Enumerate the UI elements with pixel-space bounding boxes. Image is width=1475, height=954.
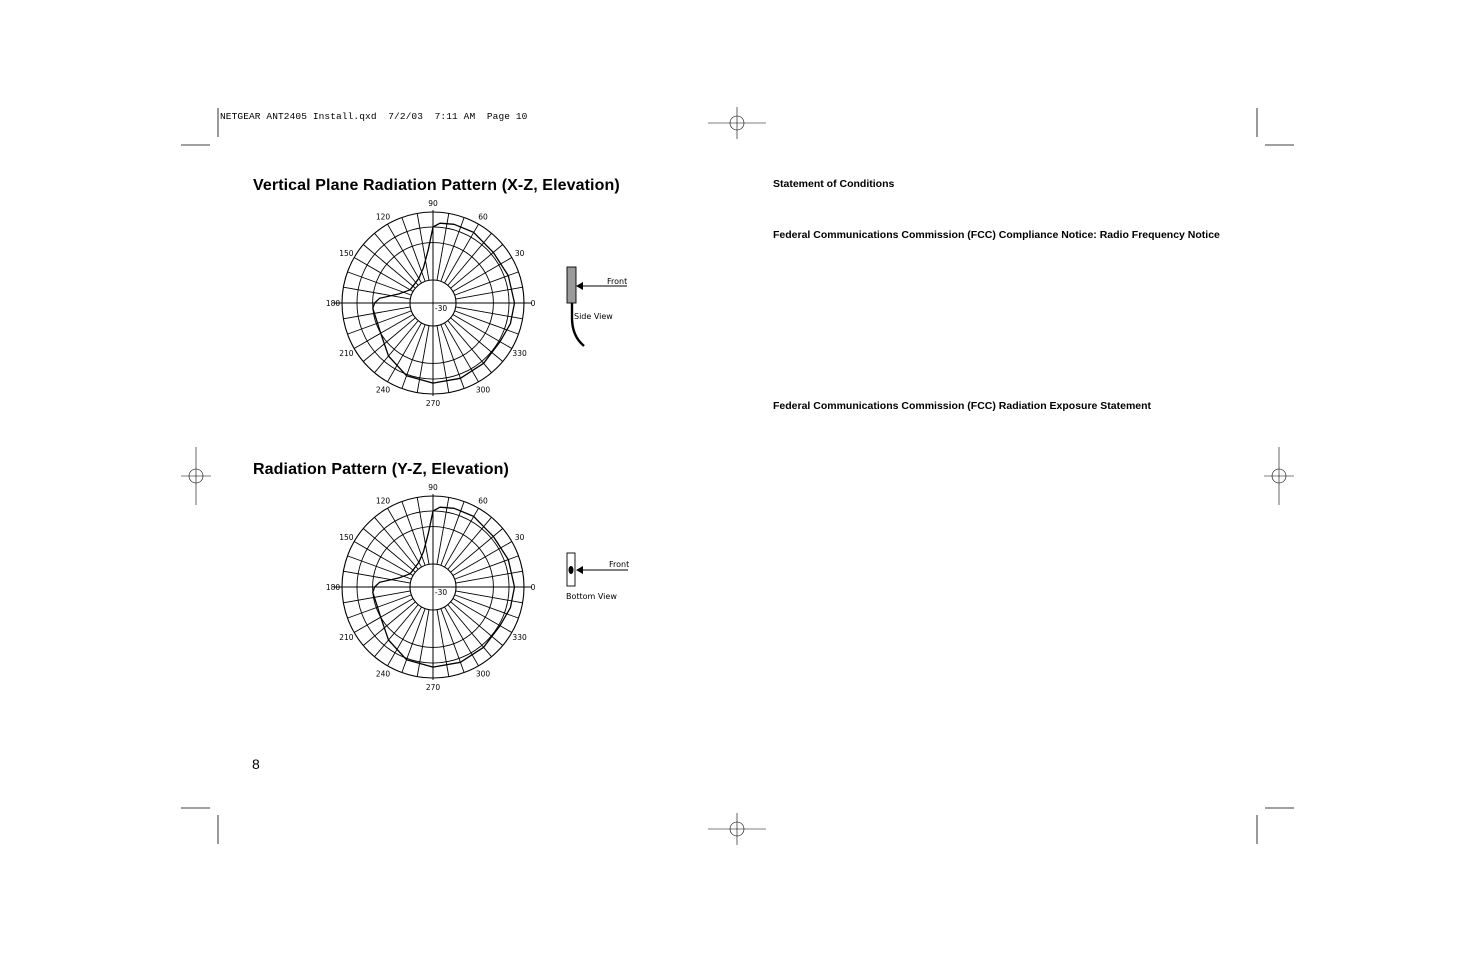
radial-spoke xyxy=(417,497,429,564)
radial-spoke xyxy=(453,315,512,349)
antenna-body xyxy=(567,267,576,303)
radial-spoke xyxy=(354,542,413,576)
front-label: Front xyxy=(607,277,628,286)
angle-label: 210 xyxy=(339,349,354,358)
radial-label: -30 xyxy=(434,588,448,597)
chart2-title: Radiation Pattern (Y-Z, Elevation) xyxy=(253,461,509,478)
view-label: Bottom View xyxy=(566,592,617,601)
front-arrow-head xyxy=(576,566,583,574)
angle-label: 210 xyxy=(339,633,354,642)
page-number: 8 xyxy=(252,756,260,772)
angle-label: 330 xyxy=(512,349,527,358)
chart1-title: Vertical Plane Radiation Pattern (X-Z, Elevation) xyxy=(253,177,620,194)
print-slug: NETGEAR ANT2405 Install.qxd 7/2/03 7:11 AM Page 10 xyxy=(220,111,528,122)
angle-label: 90 xyxy=(428,199,438,208)
heading-fcc-radiation-exposure: Federal Communications Commission (FCC) Radiation Exposure Statement xyxy=(773,400,1152,412)
angle-label: 30 xyxy=(514,533,525,542)
angle-label: 270 xyxy=(425,399,441,408)
radial-spoke xyxy=(343,591,410,603)
angle-label: 120 xyxy=(375,212,391,222)
polar-grid xyxy=(334,210,532,396)
heading-fcc-compliance-notice: Federal Communications Commission (FCC) Compliance Notice: Radio Frequency Notice xyxy=(773,229,1220,241)
angle-label: 60 xyxy=(478,496,488,506)
angle-label: 180 xyxy=(325,299,341,308)
angle-label: 150 xyxy=(339,533,354,542)
antenna-connector xyxy=(569,566,574,574)
radial-spoke xyxy=(417,326,429,393)
radial-spoke xyxy=(388,508,422,567)
radial-spoke xyxy=(453,258,512,292)
angle-label: 0 xyxy=(530,299,536,308)
angle-label: 150 xyxy=(339,249,354,258)
angle-label: 300 xyxy=(475,669,491,679)
angle-label: 330 xyxy=(512,633,527,642)
radial-spoke xyxy=(453,542,512,576)
angle-label: 120 xyxy=(375,496,391,506)
front-label: Front xyxy=(609,560,630,569)
radial-spoke xyxy=(354,258,413,292)
radial-spoke xyxy=(417,213,429,280)
radial-spoke xyxy=(445,224,479,283)
angle-label: 180 xyxy=(325,583,341,592)
heading-statement-of-conditions: Statement of Conditions xyxy=(773,178,895,190)
angle-label: 60 xyxy=(478,212,488,222)
polar-chart-yz xyxy=(320,484,640,694)
radial-spoke xyxy=(343,307,410,319)
radial-spoke xyxy=(445,508,479,567)
angle-label: 300 xyxy=(475,385,491,395)
polar-chart-xz xyxy=(320,200,640,410)
angle-label: 240 xyxy=(375,669,391,679)
radial-spoke xyxy=(445,323,479,382)
antenna-diagram xyxy=(567,267,627,346)
angle-label: 240 xyxy=(375,385,391,395)
radial-label: -30 xyxy=(434,304,448,313)
radial-spoke xyxy=(417,610,429,677)
radial-spoke xyxy=(388,224,422,283)
view-label: Side View xyxy=(574,312,613,321)
radial-spoke xyxy=(445,607,479,666)
angle-label: 30 xyxy=(514,249,525,258)
angle-label: 0 xyxy=(530,583,536,592)
angle-label: 90 xyxy=(428,483,438,492)
polar-grid xyxy=(334,494,532,680)
front-arrow-head xyxy=(576,282,583,290)
radial-spoke xyxy=(453,599,512,633)
angle-label: 270 xyxy=(425,683,441,692)
antenna-diagram xyxy=(566,553,629,601)
antenna-cable xyxy=(572,303,584,346)
